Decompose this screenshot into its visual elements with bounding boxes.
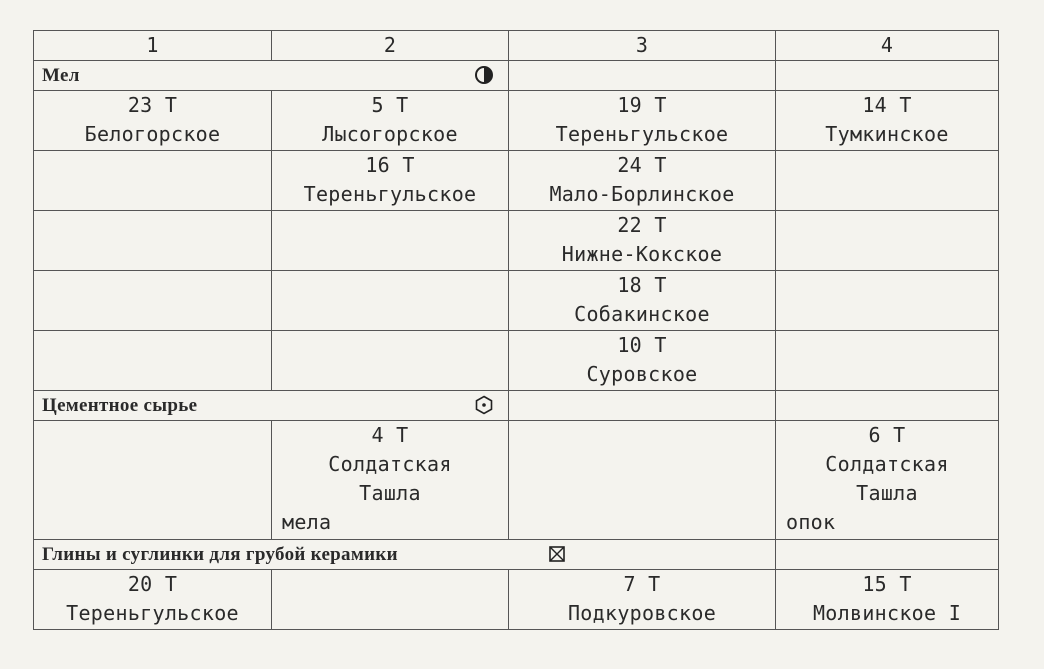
- empty-cell: [776, 271, 999, 331]
- empty-cell: [34, 331, 272, 391]
- deposit-name-line2: Ташла: [856, 481, 918, 505]
- header-row: [34, 31, 999, 61]
- section-label: Цементное сырье: [42, 395, 198, 416]
- deposit-number: 24 Т: [617, 153, 667, 177]
- table-row: [34, 211, 999, 271]
- deposit-name: Белогорское: [84, 122, 221, 146]
- empty-cell: [272, 271, 509, 331]
- deposit-number: 22 Т: [617, 213, 667, 237]
- deposit-name: Подкуровское: [567, 601, 717, 625]
- deposit-name: Молвинское I: [812, 601, 962, 625]
- table-row: [34, 421, 999, 540]
- deposit-number: 23 Т: [127, 93, 178, 117]
- deposit-name: Тереньгульское: [555, 122, 729, 146]
- deposit-number: 18 Т: [617, 273, 667, 297]
- empty-cell: [272, 570, 509, 630]
- deposit-number: 6 Т: [868, 423, 906, 447]
- empty-cell: [509, 421, 776, 540]
- empty-cell: [34, 211, 272, 271]
- deposit-number: 20 Т: [127, 572, 178, 596]
- deposit-number: 10 Т: [617, 333, 667, 357]
- deposit-cell: [776, 421, 999, 540]
- empty-cell: [776, 61, 999, 91]
- deposit-name: Тереньгульское: [66, 601, 239, 625]
- table-row: [34, 570, 999, 630]
- table-row: [34, 331, 999, 391]
- empty-cell: [776, 331, 999, 391]
- column-header-4: 4: [776, 31, 999, 61]
- column-header-1: 1: [34, 31, 272, 61]
- deposit-cell: [509, 211, 776, 271]
- column-header-3: 3: [509, 31, 776, 61]
- material-note: мела: [282, 510, 332, 534]
- deposit-number: 15 Т: [862, 572, 912, 596]
- deposits-table: [33, 30, 999, 630]
- deposit-cell: [509, 570, 776, 630]
- empty-cell: [34, 271, 272, 331]
- empty-cell: [272, 331, 509, 391]
- deposit-cell: [509, 151, 776, 211]
- deposit-name: Нижне-Кокское: [561, 242, 723, 266]
- empty-cell: [776, 151, 999, 211]
- empty-cell: [776, 391, 999, 421]
- section-title-clay: [34, 540, 776, 570]
- section-label: Мел: [42, 65, 80, 86]
- deposit-number: 19 Т: [617, 93, 667, 117]
- deposit-name: Тумкинское: [825, 122, 949, 146]
- deposit-cell: [509, 271, 776, 331]
- table-row: [34, 271, 999, 331]
- deposit-name-line1: Солдатская: [825, 452, 949, 476]
- section-row-cement: [34, 391, 999, 421]
- deposit-name: Мало-Борлинское: [549, 182, 735, 206]
- empty-cell: [34, 421, 272, 540]
- deposit-name-line1: Солдатская: [328, 452, 452, 476]
- deposit-name: Суровское: [586, 362, 698, 386]
- section-label: Глины и суглинки для грубой керамики: [42, 544, 398, 565]
- deposit-cell: [34, 570, 272, 630]
- empty-cell: [509, 61, 776, 91]
- deposit-cell: [34, 91, 272, 151]
- deposit-number: 4 Т: [371, 423, 409, 447]
- deposit-name: Тереньгульское: [303, 182, 477, 206]
- section-title-chalk: [34, 61, 509, 91]
- deposit-cell: [272, 91, 509, 151]
- half-filled-circle-icon: [474, 65, 494, 85]
- empty-cell: [776, 211, 999, 271]
- table-row: [34, 91, 999, 151]
- column-header-2: 2: [272, 31, 509, 61]
- crossed-square-icon: [547, 544, 567, 564]
- section-row-clay: [34, 540, 999, 570]
- empty-cell: [272, 211, 509, 271]
- dotted-hexagon-icon: [474, 395, 494, 415]
- section-title-cement: [34, 391, 509, 421]
- empty-cell: [776, 540, 999, 570]
- deposit-cell: [509, 331, 776, 391]
- section-row-chalk: [34, 61, 999, 91]
- empty-cell: [34, 151, 272, 211]
- deposit-number: 5 Т: [371, 93, 409, 117]
- material-note: опок: [786, 510, 836, 534]
- deposit-cell: [776, 91, 999, 151]
- deposit-name: Лысогорское: [322, 122, 458, 146]
- deposit-cell: [509, 91, 776, 151]
- deposit-cell: [272, 151, 509, 211]
- deposit-name: Собакинское: [574, 302, 710, 326]
- deposit-cell: [776, 570, 999, 630]
- deposit-cell: [272, 421, 509, 540]
- deposit-name-line2: Ташла: [359, 481, 421, 505]
- deposit-number: 16 Т: [365, 153, 415, 177]
- table-row: [34, 151, 999, 211]
- empty-cell: [509, 391, 776, 421]
- deposit-number: 7 Т: [623, 572, 661, 596]
- deposit-number: 14 Т: [862, 93, 912, 117]
